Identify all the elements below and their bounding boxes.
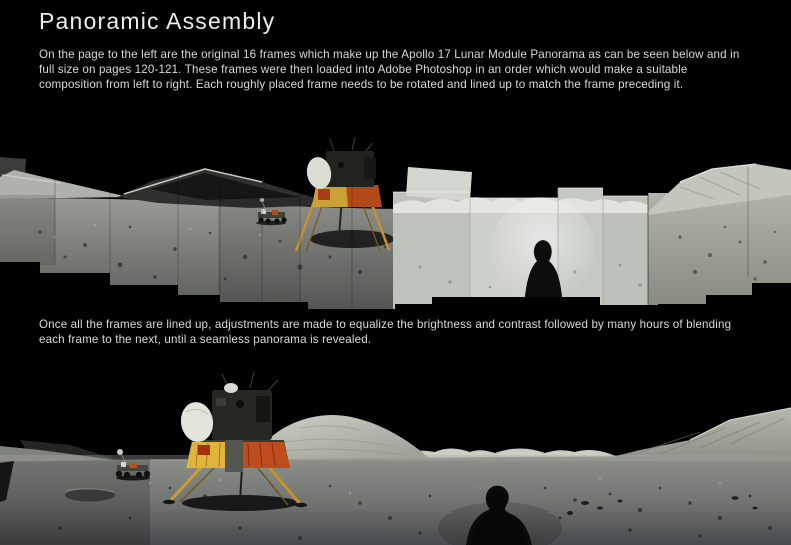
rover-fender	[129, 463, 137, 468]
lm-window	[236, 400, 244, 408]
lm-equipment-pod	[364, 157, 376, 179]
lm-red-foil	[318, 189, 330, 200]
lm-equipment-pod	[256, 396, 270, 422]
rover-seat	[121, 462, 126, 467]
lm-footpad	[163, 500, 175, 504]
lm-footpad	[295, 503, 307, 507]
lm-window	[338, 162, 344, 168]
seamless-panorama-figure	[0, 368, 791, 545]
rough-assembly-figure	[0, 137, 791, 312]
lm-top-panel	[224, 383, 238, 393]
frame-exposure-patch	[218, 195, 300, 303]
intro-paragraph: On the page to the left are the original 16 frames which make up the Apollo 17 Lunar Module Panorama as can be seen below and in full size on pages 120-121. These frames were then loaded into Adobe Photoshop in an order which would make a suitable composition from left to right. Each roughly placed frame needs to be rotated and lined up to match the frame preceding it.	[39, 48, 740, 92]
rover-antenna-dish	[117, 449, 123, 455]
lm-descent-stage-orange	[346, 185, 382, 207]
page-title: Panoramic Assembly	[39, 8, 276, 34]
lm-red-foil	[198, 445, 210, 455]
rough-assembly-panorama	[0, 137, 791, 312]
lm-thruster	[216, 398, 226, 406]
tilted-frame	[406, 167, 472, 201]
lm-orange-foil	[238, 442, 290, 468]
lm-strut-column	[225, 438, 243, 472]
frame-exposure-patch	[0, 195, 55, 265]
process-paragraph: Once all the frames are lined up, adjustments are made to equalize the brightness and contrast followed by many hours of blending each frame to the next, until a seamless panorama is revealed.	[39, 318, 732, 347]
frame-exposure-patch	[300, 191, 393, 311]
seamless-panorama	[0, 368, 791, 545]
